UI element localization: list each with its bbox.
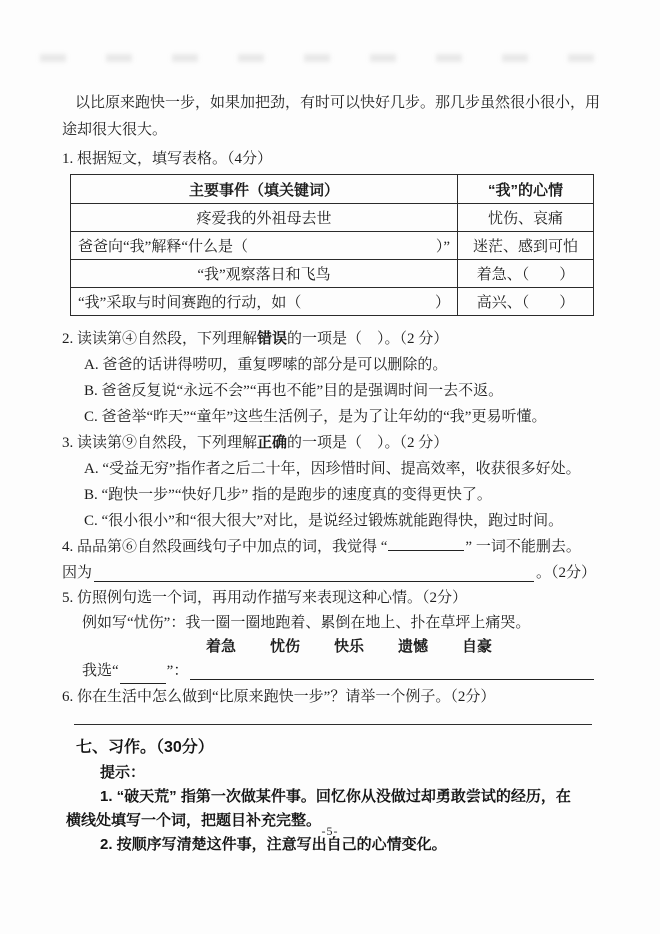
table-row xyxy=(71,260,594,288)
question-3 xyxy=(62,430,596,534)
question-6 xyxy=(62,684,596,725)
scan-bleed-artifact xyxy=(40,54,620,62)
q3-title-bold: 正确 xyxy=(257,435,288,451)
q1-header-mood: “我”的心情 xyxy=(458,175,594,204)
question-4 xyxy=(62,534,596,586)
sec7-title: 七、习作。（30分） xyxy=(76,739,214,756)
q3-option-a: A. “受益无穷”指作者之后二十年，因珍惜时间、提高效率，收获很多好处。 xyxy=(84,461,581,477)
page-number: -5- xyxy=(321,824,339,838)
event-text-end: ）” xyxy=(435,239,451,255)
question-5 xyxy=(62,586,596,684)
q2-title-suffix: 的一项是（ ）。（2 分） xyxy=(287,331,449,347)
sec7-hint2: 2. 按顺序写清楚这件事，注意写出自己的心情变化。 xyxy=(100,836,447,853)
table-header-row xyxy=(71,175,594,204)
q3-option-c: C. “很小很小”和“很大很大”对比，是说经过锻炼就能跑得快，跑过时间。 xyxy=(84,513,564,529)
event-cell: 疼爱我的外祖母去世 xyxy=(71,204,458,232)
sec7-hint1-line2: 横线处填写一个词，把题目补充完整。 xyxy=(66,812,322,829)
q6-title: 6. 你在生活中怎么做到“比原来跑快一步”？请举一个例子。（2分） xyxy=(62,689,496,705)
q6-answer-line xyxy=(74,716,592,725)
exam-content xyxy=(62,90,601,857)
q4-line1-suffix: ” 一词不能删去。 xyxy=(465,539,581,555)
q5-word-blank xyxy=(120,669,166,684)
word-bank-item: 自豪 xyxy=(462,639,493,655)
q3-title-prefix: 3. 读读第⑨自然段，下列理解 xyxy=(62,435,258,451)
q4-line2-prefix: 因为 xyxy=(62,565,93,581)
q3-option-b: B. “跑快一步”“快好几步” 指的是跑步的速度真的变得更快了。 xyxy=(84,487,492,503)
event-cell: “我”观察落日和飞鸟 xyxy=(71,260,458,288)
passage-continuation xyxy=(62,90,601,144)
q5-example: 例如写“忧伤”：我一圈一圈地跑着、累倒在地上、扑在草坪上痛哭。 xyxy=(82,615,531,631)
word-bank-item: 忧伤 xyxy=(269,639,300,655)
passage-line-2: 途却很大很大。 xyxy=(62,122,168,138)
word-bank-item: 遗憾 xyxy=(398,639,429,655)
q5-sentence-blank xyxy=(190,679,594,680)
event-text: 爸爸向“我”解释“什么是（ xyxy=(78,239,248,255)
sec7-hint1-line1: 1. “破天荒” 指第一次做某件事。回忆你从没做过却勇敢尝试的经历，在 xyxy=(100,788,571,805)
question-2 xyxy=(62,326,596,430)
mood-cell: 忧伤、哀痛 xyxy=(458,204,594,232)
q5-word-bank xyxy=(82,636,616,658)
q1-title: 1. 根据短文，填写表格。（4分） xyxy=(62,151,273,167)
word-bank-item: 快乐 xyxy=(333,639,364,655)
q4-line1-prefix: 4. 品品第⑥自然段画线句子中加点的词，我觉得 “ xyxy=(62,539,388,555)
table-row xyxy=(71,288,594,316)
passage-line-1: 以比原来跑快一步，如果加把劲，有时可以快好几步。那几步虽然很小很小，用 xyxy=(75,95,601,111)
q2-title-bold: 错误 xyxy=(257,331,288,347)
word-bank-item: 着急 xyxy=(205,639,236,655)
q5-choose-mid: ”： xyxy=(166,663,189,679)
q2-option-a: A. 爸爸的话讲得唠叨，重复啰嗦的部分是可以删除的。 xyxy=(84,357,448,373)
q5-title: 5. 仿照例句选一个词，再用动作描写来表现这种心情。（2分） xyxy=(62,590,468,606)
event-text: “我”采取与时间赛跑的行动，如（ xyxy=(78,295,302,311)
sec7-hint-label: 提示： xyxy=(100,764,146,781)
q4-line2 xyxy=(62,560,596,586)
q2-title xyxy=(62,326,596,352)
q2-option-c: C. 爸爸举“昨天”“童年”这些生活例子，是为了让年幼的“我”更易听懂。 xyxy=(84,409,547,425)
table-row xyxy=(71,204,594,232)
q4-reason-blank xyxy=(94,581,534,582)
q2-option-b: B. 爸爸反复说“永远不会”“再也不能”目的是强调时间一去不返。 xyxy=(84,383,504,399)
q2-title-prefix: 2. 读读第④自然段，下列理解 xyxy=(62,331,258,347)
table-row xyxy=(71,232,594,260)
q4-word-blank xyxy=(388,536,464,551)
q4-line1 xyxy=(62,534,596,560)
q4-line2-suffix: 。（2分） xyxy=(535,565,596,581)
q3-title xyxy=(62,430,596,456)
mood-cell: 迷茫、感到可怕 xyxy=(458,232,594,260)
q5-choose-line xyxy=(82,658,596,684)
event-cell xyxy=(71,232,458,260)
mood-cell: 高兴、（ ） xyxy=(458,288,594,316)
mood-cell: 着急、（ ） xyxy=(458,260,594,288)
event-text-end: ） xyxy=(435,295,451,311)
q1-table xyxy=(70,174,594,316)
event-cell xyxy=(71,288,458,316)
q1-header-event: 主要事件（填关键词） xyxy=(71,175,458,204)
q3-title-suffix: 的一项是（ ）。（2 分） xyxy=(287,435,449,451)
q5-choose-prefix: 我选“ xyxy=(82,663,119,679)
